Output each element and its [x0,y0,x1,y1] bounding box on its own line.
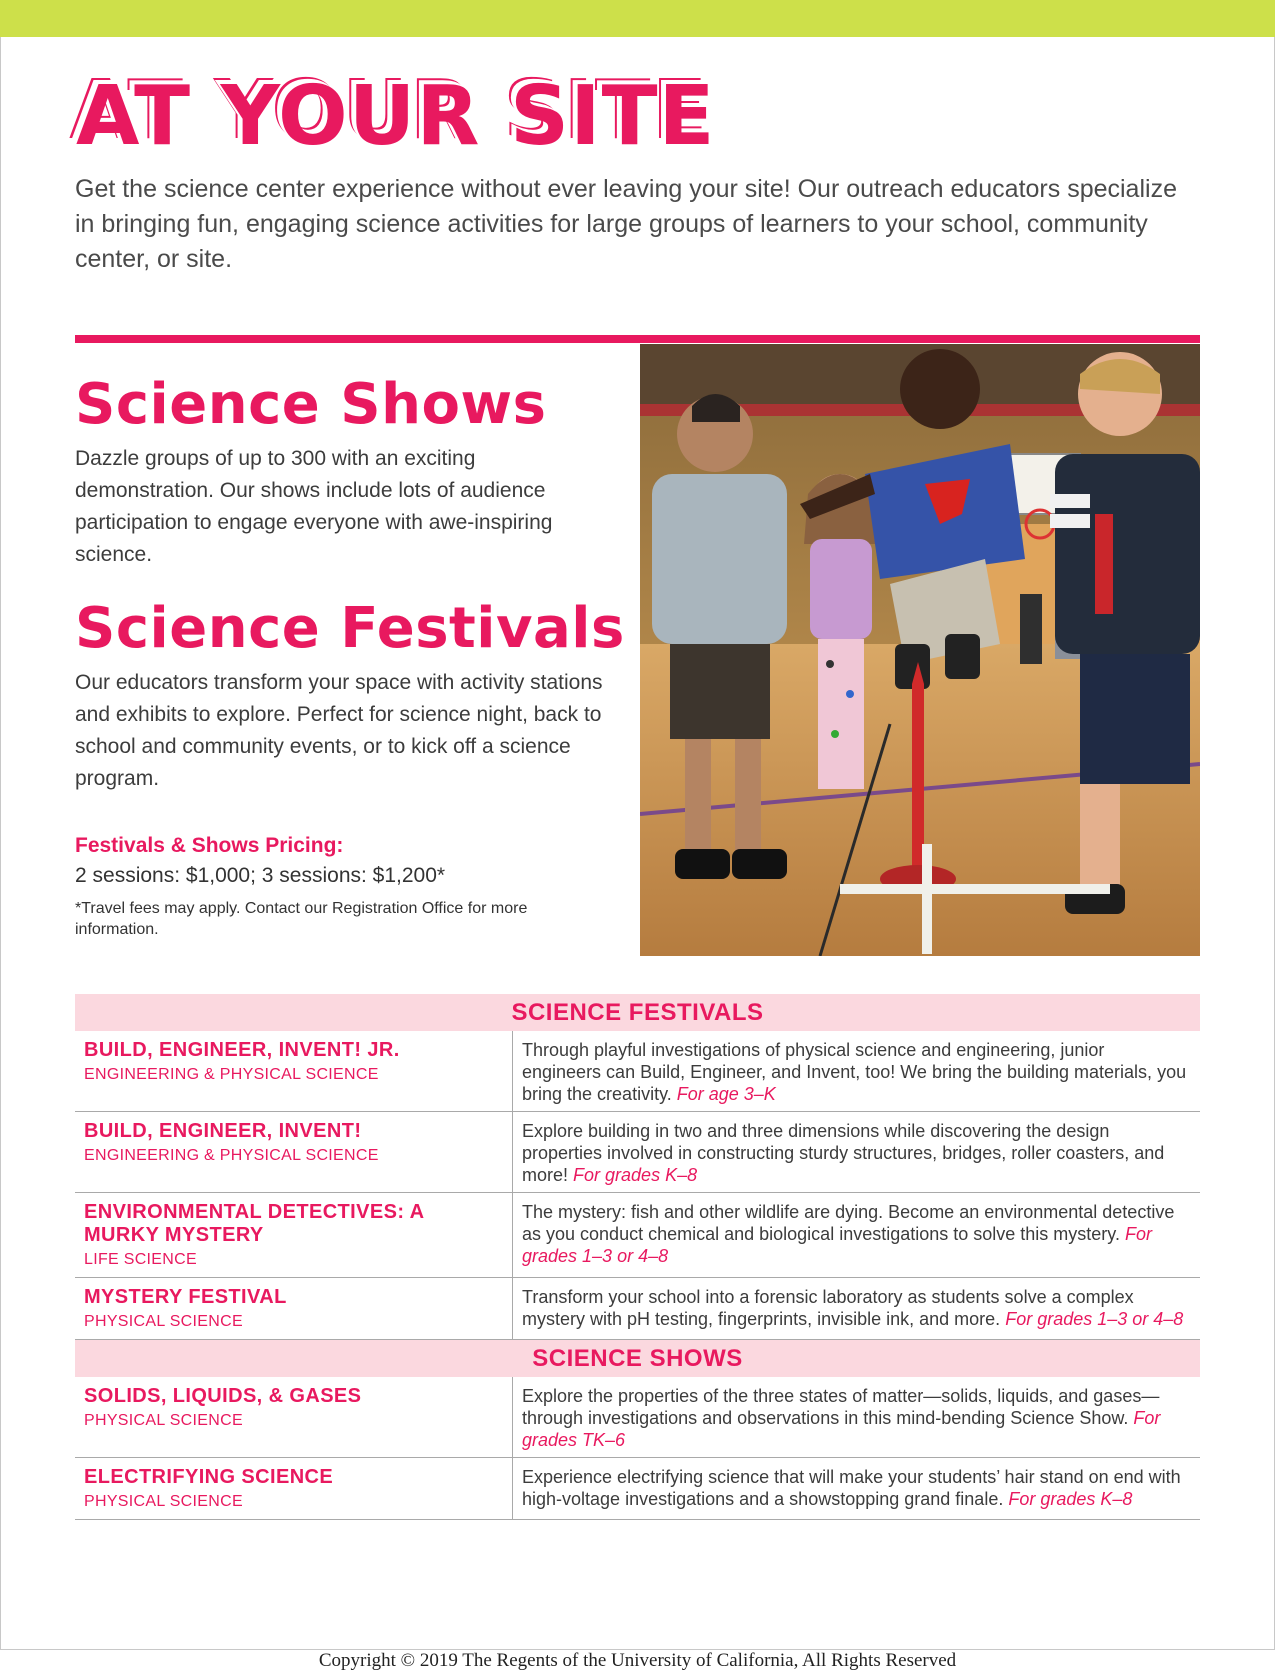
program-name: SOLIDS, LIQUIDS, & GASES [84,1385,362,1407]
program-description: Transform your school into a forensic laboratory as students solve a complex mystery with pH testing, fingerprints, invisible ink, and more. [522,1287,1134,1329]
program-description: Explore building in two and three dimensions while discovering the design properties involved in constructing sturdy structures, bridges, roller coasters, and more! [522,1121,1165,1185]
intro-paragraph: Get the science center experience without ever leaving your site! Our outreach educators specialize in bringing fun, engaging science activities for large groups of learners to your school, community center, or site. [75,175,1177,273]
program-category: ENGINEERING & PHYSICAL SCIENCE [84,1066,379,1083]
shows-category-row [75,1340,1200,1378]
pricing-heading: Festivals & Shows Pricing: [75,834,344,857]
pricing-value: 2 sessions: $1,000; 3 sessions: $1,200* [75,864,446,887]
pricing-note: *Travel fees may apply. Contact our Registration Office for more information. [75,900,528,938]
program-description: Through playful investigations of physical science and engineering, junior engineers can Build, Engineer, and Invent, too! We bring the building materials, you bring the creativity. [522,1040,1187,1104]
program-grades: For grades 1–3 or 4–8 [522,1224,1152,1266]
program-grades: For grades 1–3 or 4–8 [1005,1309,1184,1329]
program-category: LIFE SCIENCE [84,1251,197,1268]
program-grades: For grades K–8 [573,1165,698,1185]
kids-gym-photo [640,344,1200,956]
shows-table-heading: SCIENCE SHOWS [75,1340,1200,1378]
science-festivals-heading: Science Festivals [75,596,625,661]
program-name: BUILD, ENGINEER, INVENT! JR. [84,1039,400,1061]
table-row [75,1278,1200,1340]
program-name: MYSTERY FESTIVAL [84,1286,287,1308]
program-description: Explore the properties of the three states of matter—solids, liquids, and gases—through investigations and observations in this mind-bending Science Show. [522,1386,1160,1428]
table-row [75,1112,1200,1193]
program-category: PHYSICAL SCIENCE [84,1412,243,1429]
top-accent-bar [0,0,1275,37]
program-description: The mystery: fish and other wildlife are dying. Become an environmental detective as you conduct chemical and biological investigations to solve this mystery. [522,1202,1175,1244]
program-name: ENVIRONMENTAL DETECTIVES: A MURKY MYSTERY [84,1201,424,1246]
science-shows-text: Dazzle groups of up to 300 with an exciting demonstration. Our shows include lots of audience participation to engage everyone with awe-inspiring science. [75,447,553,566]
program-name: BUILD, ENGINEER, INVENT! [84,1120,362,1142]
section-divider [75,335,1200,343]
table-row [75,1031,1200,1112]
program-category: ENGINEERING & PHYSICAL SCIENCE [84,1147,379,1164]
science-festivals-text: Our educators transform your space with activity stations and exhibits to explore. Perfect for science night, back to school and community events, or to kick off a science program. [75,671,603,790]
program-grades: For grades TK–6 [522,1408,1161,1450]
program-category: PHYSICAL SCIENCE [84,1493,243,1510]
table-row [75,1193,1200,1278]
program-category: PHYSICAL SCIENCE [84,1313,243,1330]
programs-table [75,994,1200,1520]
program-description: Experience electrifying science that will make your students’ hair stand on end with high-voltage investigations and a showstopping grand finale. [522,1467,1181,1509]
table-row [75,1458,1200,1520]
science-shows-heading: Science Shows [75,372,547,437]
table-row [75,1377,1200,1458]
program-grades: For grades K–8 [1008,1489,1133,1509]
festivals-table-heading: SCIENCE FESTIVALS [75,994,1200,1031]
festivals-category-row [75,994,1200,1031]
program-name: ELECTRIFYING SCIENCE [84,1466,334,1488]
copyright-footer: Copyright © 2019 The Regents of the University of California, All Rights Reserved [318,1650,957,1671]
page-title: AT YOUR SITE [76,69,716,164]
program-grades: For age 3–K [676,1084,776,1104]
